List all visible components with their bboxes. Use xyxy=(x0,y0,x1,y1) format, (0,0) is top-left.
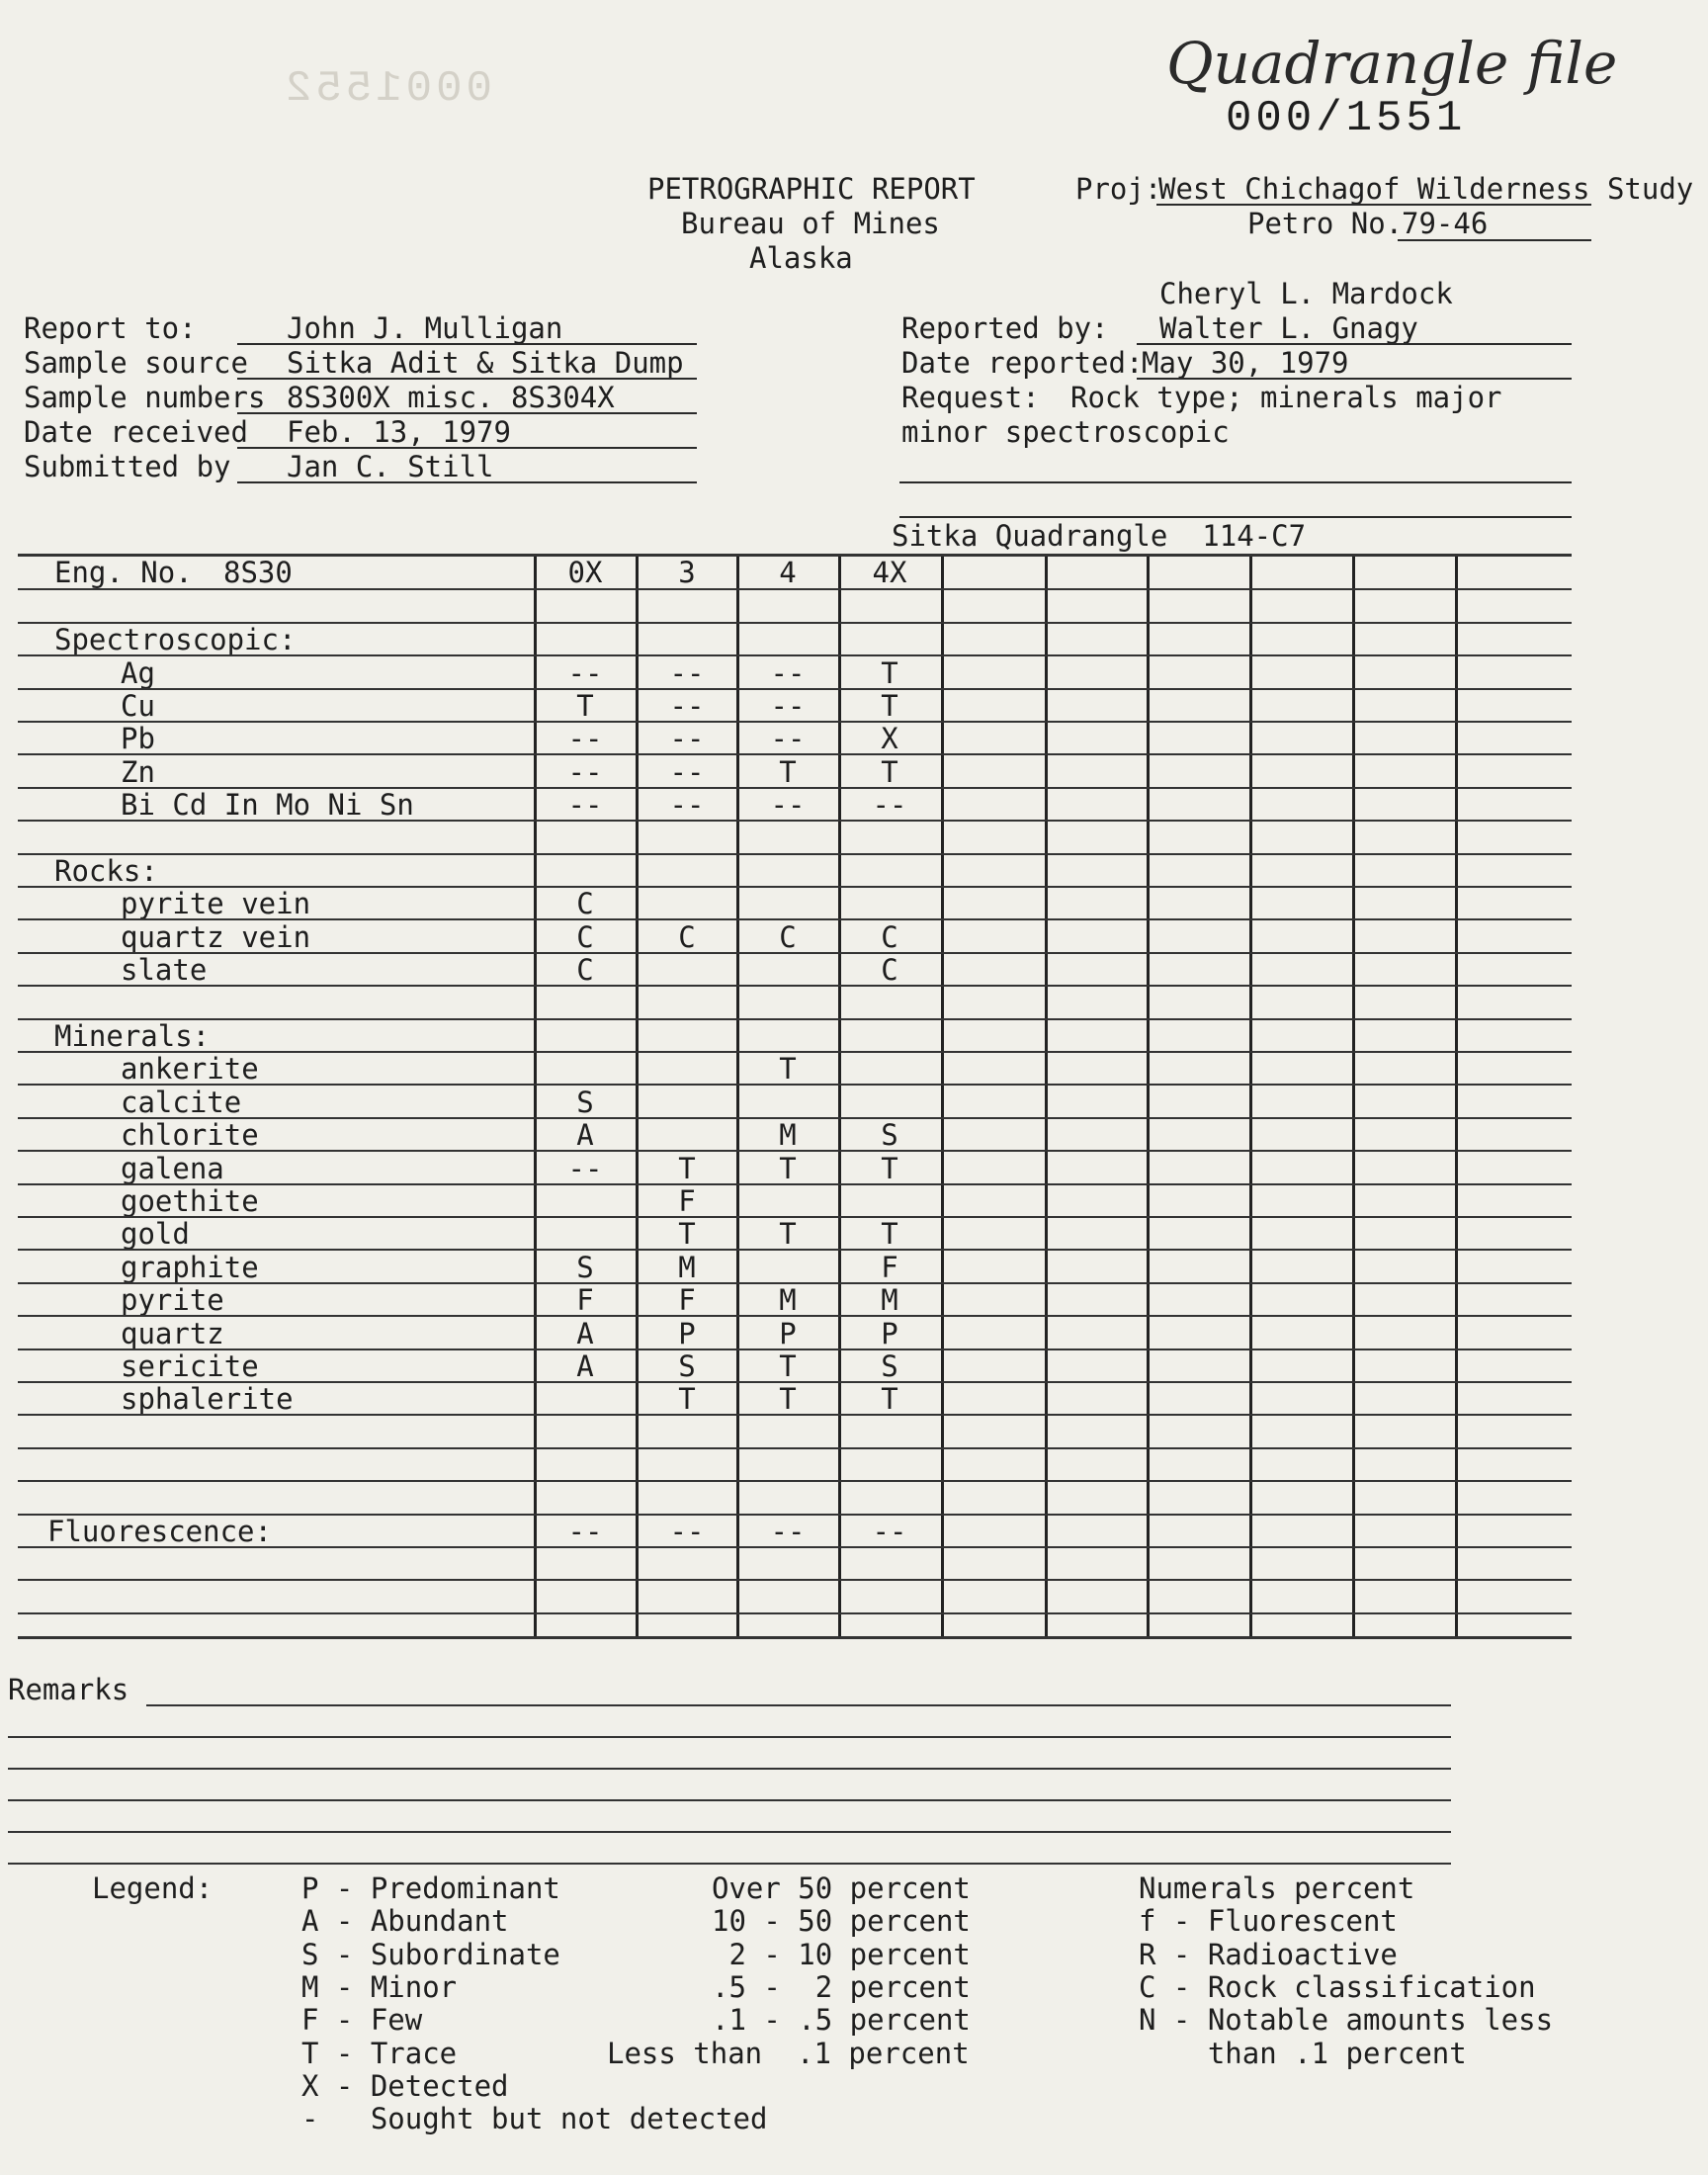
table-row-rule xyxy=(18,1084,1572,1086)
table-row-label: ankerite xyxy=(121,1052,259,1086)
legend-range: .5 - 2 percent xyxy=(712,1970,971,2004)
table-column-rule xyxy=(1147,554,1150,1636)
petro-label: Petro No. xyxy=(1247,207,1404,240)
field-underline xyxy=(237,343,697,345)
table-row-label: galena xyxy=(121,1152,224,1185)
table-column-rule xyxy=(1455,554,1458,1636)
table-row-value: -- xyxy=(567,755,603,789)
column-header: 4 xyxy=(779,556,797,589)
table-row-label: Zn xyxy=(121,755,155,789)
table-row-label: quartz vein xyxy=(121,920,311,954)
remarks-label: Remarks xyxy=(8,1673,129,1706)
table-row-value: X xyxy=(881,722,898,755)
table-row-value: T xyxy=(881,689,898,723)
report-title: PETROGRAPHIC REPORT xyxy=(647,172,976,206)
table-row-value: C xyxy=(881,953,898,987)
remarks-rule xyxy=(146,1704,1451,1706)
table-row-value: F xyxy=(678,1283,696,1317)
table-row-value: C xyxy=(576,920,594,954)
field-value: John J. Mulligan xyxy=(287,311,563,345)
remarks-rule xyxy=(8,1831,1451,1833)
table-row-value: T xyxy=(678,1382,696,1416)
fluorescence-row-value: -- xyxy=(669,1515,705,1548)
table-row-value: S xyxy=(576,1086,594,1119)
fluorescence-row-value: -- xyxy=(567,1515,603,1548)
fluorescence-row-value: -- xyxy=(770,1515,806,1548)
table-row-label: calcite xyxy=(121,1086,242,1119)
field-underline xyxy=(237,447,697,449)
request-value: Rock type; minerals major xyxy=(1070,381,1502,414)
legend-range: Less than .1 percent xyxy=(607,2037,970,2070)
date-reported-label: Date reported: xyxy=(901,346,1144,380)
eng-no-label: Eng. No. xyxy=(54,556,193,589)
table-row-value: T xyxy=(779,1052,797,1086)
table-row-label: sphalerite xyxy=(121,1382,294,1416)
table-row-value: S xyxy=(678,1349,696,1383)
table-row-value: P xyxy=(678,1317,696,1350)
fluorescence-row-label: Fluorescence: xyxy=(47,1515,272,1548)
table-row-label: graphite xyxy=(121,1251,259,1284)
table-row-rule xyxy=(18,1447,1572,1449)
table-row-label: sericite xyxy=(121,1349,259,1383)
eng-no-prefix: 8S30 xyxy=(223,556,293,589)
table-row-value: P xyxy=(779,1317,797,1350)
fluorescence-row-value: -- xyxy=(872,1515,907,1548)
legend-code: - Sought but not detected xyxy=(301,2102,768,2135)
date-reported-value: May 30, 1979 xyxy=(1142,346,1349,380)
table-row-value: M xyxy=(678,1251,696,1284)
table-row-value: F xyxy=(881,1251,898,1284)
table-row-value: A xyxy=(576,1349,594,1383)
field-label: Sample source xyxy=(24,346,248,380)
field-value: Feb. 13, 1979 xyxy=(287,415,511,449)
table-row-value: -- xyxy=(669,722,705,755)
table-row-rule xyxy=(18,952,1572,954)
legend-symbol: f - Fluorescent xyxy=(1139,1904,1398,1938)
table-row-value: S xyxy=(576,1251,594,1284)
legend-symbol: Numerals percent xyxy=(1139,1871,1415,1905)
legend-symbol: N - Notable amounts less xyxy=(1139,2003,1554,2037)
table-row-value: C xyxy=(881,920,898,954)
table-row-rule xyxy=(18,985,1572,987)
field-underline xyxy=(237,378,697,380)
table-row-label: Pb xyxy=(121,722,155,755)
table-row-value: A xyxy=(576,1118,594,1152)
legend-symbol: C - Rock classification xyxy=(1139,1970,1536,2004)
table-row-label: quartz xyxy=(121,1317,224,1350)
remarks-rule xyxy=(8,1736,1451,1738)
agency: Bureau of Mines xyxy=(681,207,940,240)
table-row-label: slate xyxy=(121,953,208,987)
legend-code: X - Detected xyxy=(301,2069,509,2103)
field-label: Date received xyxy=(24,415,248,449)
state: Alaska xyxy=(749,241,853,275)
table-row-value: M xyxy=(881,1283,898,1317)
petro-value: 79-46 xyxy=(1402,207,1489,240)
table-row-value: T xyxy=(779,755,797,789)
bleed-through-number: 0001552 xyxy=(282,64,492,114)
table-row-value: S xyxy=(881,1349,898,1383)
table-row-value: T xyxy=(779,1382,797,1416)
legend-range: 2 - 10 percent xyxy=(712,1938,971,1971)
table-row-label: Ag xyxy=(121,656,155,690)
table-row-rule xyxy=(18,1546,1572,1548)
table-row-value: M xyxy=(779,1118,797,1152)
table-row-value: T xyxy=(881,1217,898,1251)
table-row-value: T xyxy=(779,1217,797,1251)
handwritten-annotation: Quadrangle file xyxy=(1166,30,1618,97)
remarks-rule xyxy=(8,1863,1451,1865)
stamp-number: 000/1551 xyxy=(1226,94,1467,143)
table-row-value: S xyxy=(881,1118,898,1152)
table-row-value: T xyxy=(678,1152,696,1185)
legend-range: 10 - 50 percent xyxy=(712,1904,971,1938)
table-row-value: T xyxy=(881,656,898,690)
table-row-rule xyxy=(18,1579,1572,1581)
table-row-value: T xyxy=(881,755,898,789)
table-row-value: C xyxy=(779,920,797,954)
legend-code: P - Predominant xyxy=(301,1871,560,1905)
field-label: Sample numbers xyxy=(24,381,266,414)
quadrangle-label: Sitka Quadrangle 114-C7 xyxy=(892,519,1307,553)
table-row-value: -- xyxy=(669,656,705,690)
table-row-value: -- xyxy=(567,722,603,755)
table-row-label: goethite xyxy=(121,1184,259,1218)
table-row-value: -- xyxy=(770,788,806,822)
table-row-rule xyxy=(18,820,1572,822)
table-row-value: -- xyxy=(567,656,603,690)
table-row-label: pyrite xyxy=(121,1283,224,1317)
table-row-rule xyxy=(18,1612,1572,1614)
reported-by-label: Reported by: xyxy=(901,311,1109,345)
field-value: Sitka Adit & Sitka Dump xyxy=(287,346,684,380)
legend-range: Over 50 percent xyxy=(712,1871,971,1905)
section-title-label: Spectroscopic: xyxy=(54,623,297,656)
table-row-value: C xyxy=(678,920,696,954)
table-row-label: Cu xyxy=(121,689,155,723)
legend-range: .1 - .5 percent xyxy=(712,2003,971,2037)
column-header: 0X xyxy=(567,556,603,589)
legend-code: T - Trace xyxy=(301,2037,458,2070)
field-underline xyxy=(237,481,697,483)
table-row-value: -- xyxy=(669,788,705,822)
table-row-value: F xyxy=(678,1184,696,1218)
table-row-value: F xyxy=(576,1283,594,1317)
table-column-rule xyxy=(1045,554,1048,1636)
table-row-value: -- xyxy=(770,656,806,690)
section-title-label: Minerals: xyxy=(54,1019,211,1053)
table-row-value: T xyxy=(779,1152,797,1185)
proj-value: West Chichagof Wilderness Study xyxy=(1158,172,1694,206)
table-row-value: -- xyxy=(770,689,806,723)
table-row-value: T xyxy=(881,1382,898,1416)
table-row-value: -- xyxy=(567,1152,603,1185)
legend-title: Legend: xyxy=(92,1871,214,1905)
table-row-value: -- xyxy=(567,788,603,822)
table-row-value: C xyxy=(576,953,594,987)
field-label: Submitted by xyxy=(24,450,231,483)
legend-symbol: than .1 percent xyxy=(1139,2037,1467,2070)
table-column-rule xyxy=(1249,554,1252,1636)
field-label: Report to: xyxy=(24,311,197,345)
table-row-value: -- xyxy=(669,689,705,723)
remarks-rule xyxy=(8,1768,1451,1770)
table-row-value: -- xyxy=(770,722,806,755)
column-header: 3 xyxy=(678,556,696,589)
table-row-rule xyxy=(18,1018,1572,1020)
table-column-rule xyxy=(941,554,944,1636)
table-row-value: T xyxy=(779,1349,797,1383)
legend-symbol: R - Radioactive xyxy=(1139,1938,1398,1971)
table-row-value: -- xyxy=(872,788,907,822)
table-row-value: -- xyxy=(669,755,705,789)
proj-label: Proj: xyxy=(1075,172,1162,206)
table-column-rule xyxy=(1352,554,1355,1636)
table-row-value: T xyxy=(881,1152,898,1185)
table-row-rule xyxy=(18,1414,1572,1416)
table-row-value: P xyxy=(881,1317,898,1350)
reported-by-extra: Cheryl L. Mardock xyxy=(1159,277,1453,310)
legend-code: A - Abundant xyxy=(301,1904,509,1938)
request-line-2: minor spectroscopic xyxy=(901,415,1230,449)
section-title-label: Rocks: xyxy=(54,854,158,888)
request-label: Request: xyxy=(901,381,1040,414)
remarks-rule xyxy=(8,1799,1451,1801)
table-row-label: pyrite vein xyxy=(121,887,311,920)
field-value: Jan C. Still xyxy=(287,450,494,483)
field-underline xyxy=(237,412,697,414)
table-row-label: gold xyxy=(121,1217,190,1251)
reported-by-value: Walter L. Gnagy xyxy=(1159,311,1418,345)
table-row-label: chlorite xyxy=(121,1118,259,1152)
table-row-value: M xyxy=(779,1283,797,1317)
table-row-rule xyxy=(18,853,1572,855)
legend-code: F - Few xyxy=(301,2003,423,2037)
legend-code: S - Subordinate xyxy=(301,1938,560,1971)
table-row-value: A xyxy=(576,1317,594,1350)
legend-code: M - Minor xyxy=(301,1970,458,2004)
table-row-rule xyxy=(18,1480,1572,1482)
field-value: 8S300X misc. 8S304X xyxy=(287,381,615,414)
table-row-label: Bi Cd In Mo Ni Sn xyxy=(121,788,414,822)
table-row-value: T xyxy=(678,1217,696,1251)
table-row-value: C xyxy=(576,887,594,920)
table-bottom-rule xyxy=(18,1636,1572,1639)
column-header: 4X xyxy=(872,556,907,589)
table-row-rule xyxy=(18,588,1572,590)
table-row-value: T xyxy=(576,689,594,723)
